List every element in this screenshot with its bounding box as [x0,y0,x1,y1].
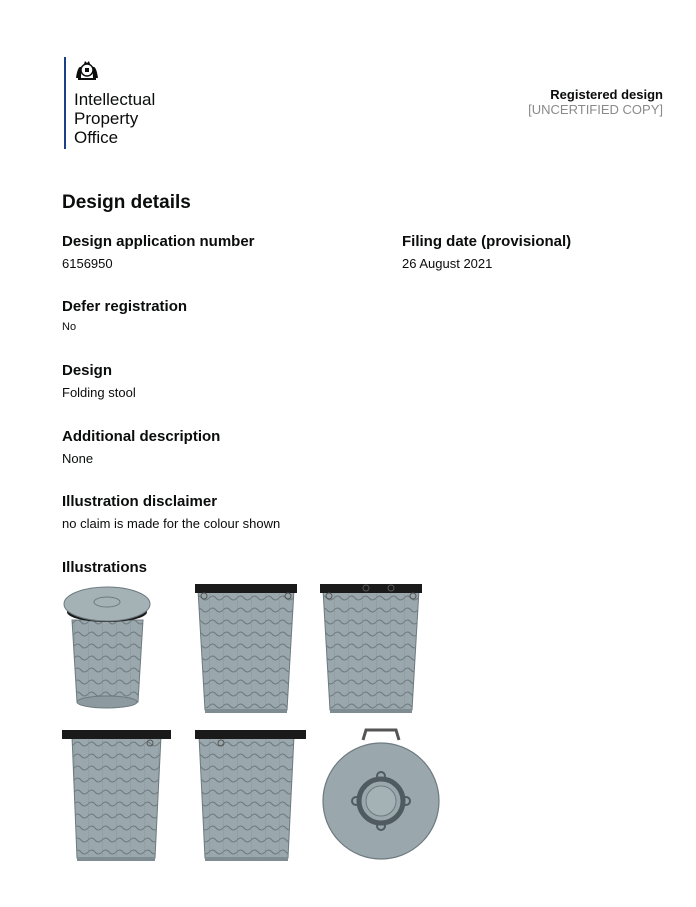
stool-rear-illustration [60,726,173,862]
stool-perspective-illustration [60,580,155,712]
application-number-label: Design application number [62,233,255,250]
registration-status [528,87,663,117]
page-title: Design details [62,192,191,213]
logo-text [74,90,155,147]
stool-front-illustration [195,580,297,714]
illustration-disclaimer-label: Illustration disclaimer [62,493,218,510]
logo-bar [64,57,66,149]
design-value: Folding stool [62,385,136,400]
additional-description-value: None [62,451,94,466]
royal-crest-icon [74,58,100,82]
application-number-value: 6156950 [62,256,113,271]
logo-line-3: Office [74,128,119,147]
logo-line-1: Intellectual [74,90,156,109]
filing-date-label: Filing date (provisional) [402,233,572,250]
logo-line-2: Property [74,109,139,128]
additional-description-label: Additional description [62,428,221,445]
defer-registration-value: No [62,321,77,333]
ipo-logo [64,57,184,149]
design-label: Design [62,362,113,379]
illustration-disclaimer-value: no claim is made for the colour shown [62,516,281,531]
copy-status: [UNCERTIFIED COPY] [528,102,663,117]
stool-top-illustration [320,726,442,864]
illustrations-label: Illustrations [62,559,148,576]
doc-type: Registered design [550,87,663,102]
filing-date-value: 26 August 2021 [402,256,493,271]
stool-side-alt-illustration [195,726,308,862]
defer-registration-label: Defer registration [62,298,188,315]
stool-side-illustration [320,580,422,714]
